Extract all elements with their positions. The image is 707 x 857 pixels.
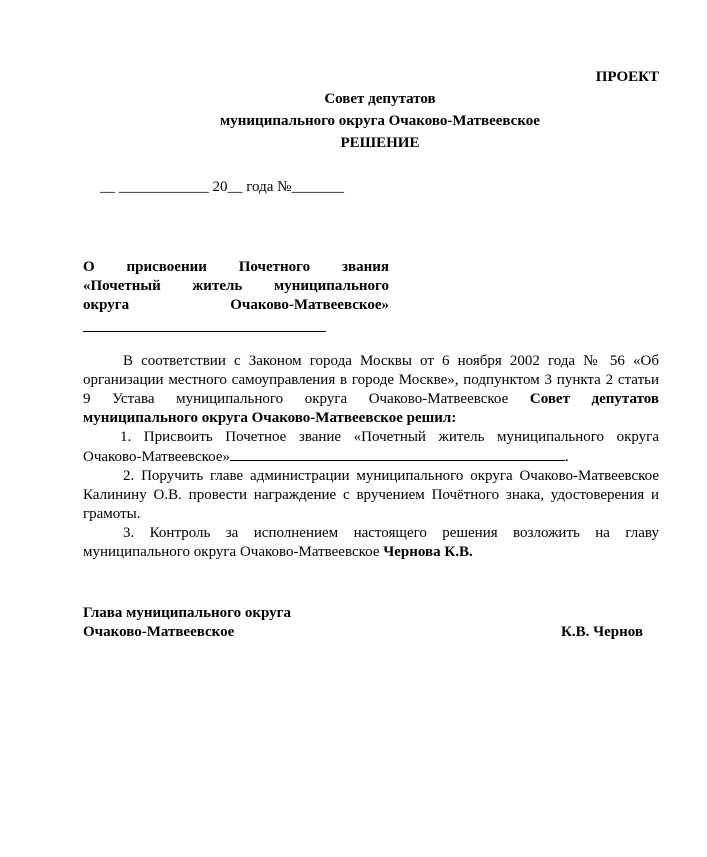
subject-underline [83,321,326,332]
decision-subject [83,258,389,315]
council-title: Совет депутатов [324,91,436,107]
blank-fill-line [230,447,565,461]
preamble-paragraph [83,352,659,428]
subject-line-3: округа Очаково-Матвеевское» [83,297,389,313]
item-3-paragraph [83,524,659,562]
item-1-paragraph [83,428,659,467]
signatory-title-2: Очаково-Матвеевское [83,624,235,640]
item-3-person: Чернова К.В. [383,544,473,560]
item-2-paragraph [83,467,659,524]
subject-line-2: «Почетный житель муниципального [83,278,389,294]
preamble-resolution: Совет депутатов муниципального округа Очаково-Матвеевское решил: [83,391,659,426]
item-2-text: 2. Поручить главе администрации муниципального округа Очаково-Матвеевское Калинину О.В. провести награждение с вручением Почётного знака, удостоверения и грамоты. [83,468,659,522]
district-title: муниципального округа Очаково-Матвеевское [220,113,540,129]
preamble-text: В соответствии с Законом города Москвы от 6 ноября 2002 года № 56 «Об организации местного самоуправления в городе Москве», подпунктом 3 пункта 2 статьи 9 Устава муниципального округа Очаково-Матвеевское [83,353,659,407]
signatory-name: К.В. Чернов [560,624,643,640]
date-number-line: __ ____________ 20__ года №_______ [100,179,344,195]
item-3-text: 3. Контроль за исполнением настоящего решения возложить на главу муниципального округа Очаково-Матвеевское [83,525,659,560]
decision-body [83,352,659,562]
draft-stamp: ПРОЕКТ [595,69,659,85]
item-1-end: . [565,449,569,465]
subject-line-1: О присвоении Почетного звания [83,259,389,275]
item-1-text: 1. Присвоить Почетное звание «Почетный житель муниципального округа Очаково-Матвеевское» [83,429,659,465]
signatory-title-1: Глава муниципального округа [83,605,291,621]
decision-title: РЕШЕНИЕ [340,135,420,151]
signature-block [83,604,643,642]
